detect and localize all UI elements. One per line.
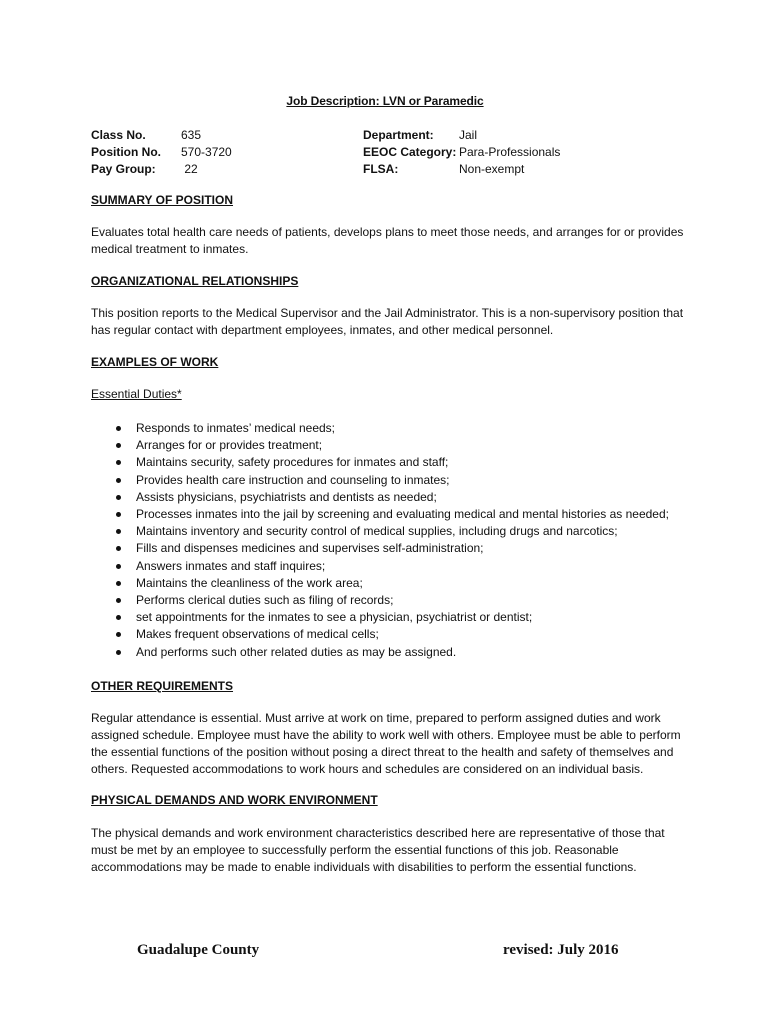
list-item	[91, 592, 669, 609]
bullet-icon	[116, 615, 121, 620]
bullet-icon	[116, 460, 121, 465]
info-value: Para-Professionals	[459, 145, 561, 159]
info-right-block	[363, 127, 560, 178]
list-item	[91, 609, 669, 626]
bullet-icon	[116, 495, 121, 500]
bullet-icon	[116, 564, 121, 569]
bullet-icon	[116, 529, 121, 534]
duty-text: Fills and dispenses medicines and supervises self-administration;	[136, 541, 484, 556]
info-label: Position No.	[91, 145, 161, 159]
duty-text: And performs such other related duties as may be assigned.	[136, 644, 457, 659]
other-requirements-text: Regular attendance is essential. Must arrive at work on time, prepared to perform assigned duties and work assigned schedule. Employee must have the ability to work well with others. Employee must be able to perform the essential functions of the position without posing a direct threat to the health and safety of themselves and others. Requested accommodations to work hours and schedules are considered on an individual basis.	[91, 711, 681, 776]
info-label: Class No.	[91, 128, 146, 142]
info-row-pay-group	[91, 161, 232, 178]
duty-text: Maintains inventory and security control of medical supplies, including drugs and narcotics;	[136, 524, 618, 539]
info-value: Jail	[459, 128, 478, 142]
info-row-flsa	[363, 161, 560, 178]
duty-text: Responds to inmates’ medical needs;	[136, 421, 335, 435]
physical-demands-heading: PHYSICAL DEMANDS AND WORK ENVIRONMENT	[91, 793, 378, 807]
bullet-icon	[116, 512, 121, 517]
info-row-department	[363, 127, 560, 144]
other-requirements-heading: OTHER REQUIREMENTS	[91, 679, 234, 693]
list-item	[91, 506, 669, 523]
info-row-class-no	[91, 127, 232, 144]
info-label: Department:	[363, 128, 434, 142]
duty-text: Processes inmates into the jail by screening and evaluating medical and mental histories as needed;	[136, 507, 669, 522]
org-heading: ORGANIZATIONAL RELATIONSHIPS	[91, 274, 299, 288]
footer-county: Guadalupe County	[137, 942, 260, 958]
bullet-icon	[116, 546, 121, 551]
document-title: Job Description: LVN or Paramedic	[286, 94, 484, 108]
essential-duties-subheading: Essential Duties*	[91, 387, 182, 401]
duty-text: set appointments for the inmates to see a physician, psychiatrist or dentist;	[136, 610, 533, 625]
duty-text: Maintains security, safety procedures for inmates and staff;	[136, 455, 449, 470]
duty-text: Maintains the cleanliness of the work area;	[136, 575, 363, 590]
duty-text: Arranges for or provides treatment;	[136, 438, 323, 453]
physical-demands-text: The physical demands and work environment characteristics described here are representative of those that must be met by an employee to successfully perform the essential functions of this job. Reasonable accommodations may be made to enable individuals with disabilities to perform the essential functions.	[91, 826, 665, 874]
org-text: This position reports to the Medical Supervisor and the Jail Administrator. This is a non-supervisory position that has regular contact with department employees, inmates, and other medical personnel.	[91, 306, 684, 337]
bullet-icon	[116, 650, 121, 655]
summary-text: Evaluates total health care needs of patients, develops plans to meet those needs, and arranges for or provides medical treatment to inmates.	[91, 225, 684, 256]
duty-text: Provides health care instruction and counseling to inmates;	[136, 472, 450, 487]
duty-text: Performs clerical duties such as filing of records;	[136, 593, 394, 608]
list-item	[91, 489, 669, 506]
list-item	[91, 420, 669, 437]
duty-text: Assists physicians, psychiatrists and dentists as needed;	[136, 489, 437, 504]
bullet-icon	[116, 598, 121, 603]
info-row-eeoc-category	[363, 144, 560, 161]
list-item	[91, 523, 669, 540]
info-label: FLSA:	[363, 162, 399, 176]
info-left-block	[91, 127, 232, 178]
list-item	[91, 540, 669, 557]
info-value: 570-3720	[181, 145, 232, 159]
bullet-icon	[116, 443, 121, 448]
info-value: 22	[181, 162, 198, 176]
list-item	[91, 472, 669, 489]
summary-heading: SUMMARY OF POSITION	[91, 193, 234, 207]
info-value: 635	[181, 128, 202, 142]
duty-text: Makes frequent observations of medical cells;	[136, 627, 379, 642]
list-item	[91, 437, 669, 454]
duty-text: Answers inmates and staff inquires;	[136, 558, 326, 573]
list-item	[91, 644, 669, 661]
bullet-icon	[116, 581, 121, 586]
info-value: Non-exempt	[459, 162, 525, 176]
bullet-icon	[116, 478, 121, 483]
list-item	[91, 454, 669, 471]
list-item	[91, 558, 669, 575]
examples-heading: EXAMPLES OF WORK	[91, 355, 219, 369]
info-label: Pay Group:	[91, 162, 156, 176]
info-label: EEOC Category:	[363, 145, 457, 159]
footer-revised: revised: July 2016	[503, 942, 619, 958]
list-item	[91, 626, 669, 643]
duties-list	[91, 420, 669, 661]
bullet-icon	[116, 632, 121, 637]
bullet-icon	[116, 426, 121, 431]
list-item	[91, 575, 669, 592]
info-row-position-no	[91, 144, 232, 161]
